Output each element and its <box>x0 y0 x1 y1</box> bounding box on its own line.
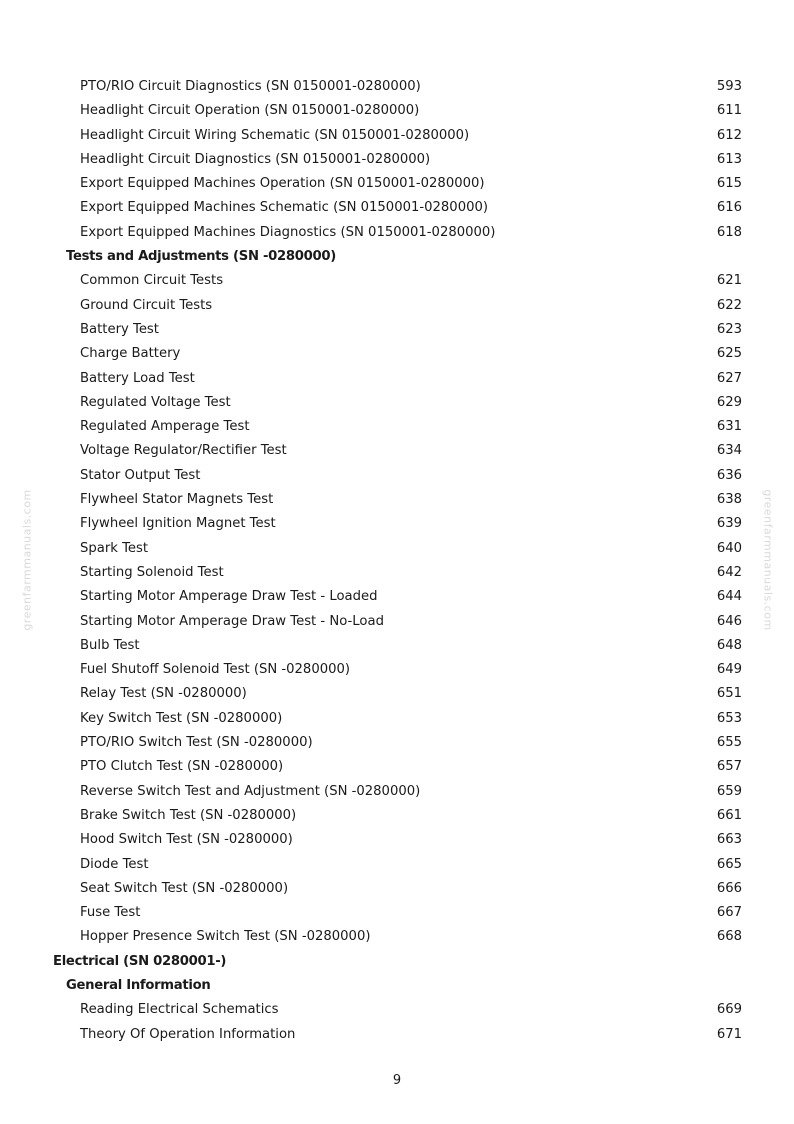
toc-entry[interactable] <box>0 658 794 682</box>
toc-entry-title: Flywheel Stator Magnets Test <box>80 492 274 508</box>
toc-entry-page: 618 <box>716 224 742 240</box>
toc-entry-title: PTO/RIO Circuit Diagnostics (SN 0150001-0280000) <box>80 79 421 94</box>
toc-entry-title: Stator Output Test <box>80 467 201 483</box>
toc-entry-page: 636 <box>716 467 742 483</box>
toc-entry-title: Flywheel Ignition Magnet Test <box>80 516 276 532</box>
toc-entry[interactable] <box>0 196 794 220</box>
toc-entry-page: 649 <box>716 662 742 678</box>
toc-entry-title: Headlight Circuit Wiring Schematic (SN 0150001-0280000) <box>80 127 470 143</box>
toc-entry[interactable] <box>0 342 794 366</box>
toc-entry[interactable] <box>0 925 794 949</box>
toc-entry-page: 613 <box>716 151 742 167</box>
table-of-contents <box>0 75 794 1047</box>
toc-entry[interactable] <box>0 367 794 391</box>
toc-entry-page: 638 <box>716 492 742 508</box>
toc-entry[interactable] <box>0 221 794 245</box>
toc-entry-page: 593 <box>716 79 742 94</box>
toc-entry-page: 623 <box>716 321 742 337</box>
toc-entry-page: 667 <box>716 905 742 921</box>
toc-entry-page: 648 <box>716 637 742 653</box>
toc-entry[interactable] <box>0 634 794 658</box>
toc-entry-title: Battery Test <box>80 321 159 337</box>
toc-section-heading <box>0 245 794 269</box>
toc-entry-title: Bulb Test <box>80 637 140 653</box>
toc-entry[interactable] <box>0 99 794 123</box>
toc-entry-page: 642 <box>716 564 742 580</box>
toc-entry-title: Regulated Voltage Test <box>80 394 231 410</box>
page-number: 9 <box>392 1073 402 1088</box>
toc-entry[interactable] <box>0 512 794 536</box>
toc-entry-title: Voltage Regulator/Rectifier Test <box>80 443 287 459</box>
toc-entry-page: 671 <box>716 1026 742 1042</box>
toc-entry-page: 653 <box>716 710 742 726</box>
toc-entry[interactable] <box>0 780 794 804</box>
toc-entry-page: 631 <box>716 419 742 435</box>
toc-entry-title: PTO/RIO Switch Test (SN -0280000) <box>80 735 313 751</box>
toc-entry[interactable] <box>0 755 794 779</box>
toc-entry[interactable] <box>0 804 794 828</box>
toc-entry[interactable] <box>0 707 794 731</box>
toc-section-heading <box>0 950 794 974</box>
toc-entry-title: Spark Test <box>80 540 149 556</box>
toc-entry-title: Diode Test <box>80 856 149 872</box>
toc-entry-page: 634 <box>716 443 742 459</box>
toc-entry-page: 615 <box>716 176 742 192</box>
toc-entry[interactable] <box>0 561 794 585</box>
toc-entry[interactable] <box>0 318 794 342</box>
toc-entry-title: Starting Motor Amperage Draw Test - Loaded <box>80 589 378 605</box>
toc-entry[interactable] <box>0 610 794 634</box>
toc-entry[interactable] <box>0 877 794 901</box>
toc-entry[interactable] <box>0 124 794 148</box>
watermark-right: greenfarmmanuals.com <box>761 489 775 631</box>
toc-entry-page: 659 <box>716 783 742 799</box>
toc-entry-title: Brake Switch Test (SN -0280000) <box>80 807 297 823</box>
toc-entry-title: General Information <box>66 977 211 993</box>
toc-entry[interactable] <box>0 439 794 463</box>
toc-entry-title: PTO Clutch Test (SN -0280000) <box>80 759 284 775</box>
toc-entry[interactable] <box>0 901 794 925</box>
toc-entry-page: 669 <box>716 1002 742 1018</box>
toc-entry-page: 612 <box>716 127 742 143</box>
toc-entry[interactable] <box>0 682 794 706</box>
toc-entry-page: 668 <box>716 929 742 945</box>
toc-entry-page: 661 <box>716 807 742 823</box>
toc-entry-title: Ground Circuit Tests <box>80 297 213 313</box>
toc-entry-title: Electrical (SN 0280001-) <box>53 953 227 969</box>
toc-entry-page: 655 <box>716 735 742 751</box>
toc-entry-title: Fuse Test <box>80 905 141 921</box>
toc-entry-title: Battery Load Test <box>80 370 195 386</box>
toc-entry-title: Fuel Shutoff Solenoid Test (SN -0280000) <box>80 662 351 678</box>
toc-entry-page: 665 <box>716 856 742 872</box>
toc-entry-title: Hood Switch Test (SN -0280000) <box>80 832 293 848</box>
toc-entry-title: Tests and Adjustments (SN -0280000) <box>66 249 337 265</box>
toc-entry-title: Common Circuit Tests <box>80 273 224 289</box>
toc-entry-title: Export Equipped Machines Operation (SN 0150001-0280000) <box>80 176 485 192</box>
toc-entry-page: 651 <box>716 686 742 702</box>
toc-entry-page: 663 <box>716 832 742 848</box>
toc-entry-title: Hopper Presence Switch Test (SN -0280000) <box>80 929 371 945</box>
toc-entry-page: 611 <box>716 103 742 119</box>
toc-entry[interactable] <box>0 585 794 609</box>
toc-entry[interactable] <box>0 464 794 488</box>
toc-entry-page: 629 <box>716 394 742 410</box>
toc-entry[interactable] <box>0 415 794 439</box>
toc-entry-title: Charge Battery <box>80 346 181 362</box>
toc-entry-page: 639 <box>716 516 742 532</box>
toc-entry-title: Seat Switch Test (SN -0280000) <box>80 880 289 896</box>
toc-entry-title: Theory Of Operation Information <box>80 1026 296 1042</box>
toc-entry-title: Starting Solenoid Test <box>80 564 224 580</box>
toc-entry-title: Headlight Circuit Diagnostics (SN 0150001-0280000) <box>80 151 431 167</box>
toc-entry-page: 666 <box>716 880 742 896</box>
toc-entry[interactable] <box>0 75 794 99</box>
toc-entry-title: Reverse Switch Test and Adjustment (SN -0280000) <box>80 783 421 799</box>
toc-entry[interactable] <box>0 731 794 755</box>
toc-entry-page: 657 <box>716 759 742 775</box>
toc-entry[interactable] <box>0 828 794 852</box>
toc-entry-page: 644 <box>716 589 742 605</box>
toc-entry[interactable] <box>0 488 794 512</box>
toc-entry[interactable] <box>0 998 794 1022</box>
toc-entry-title: Key Switch Test (SN -0280000) <box>80 710 283 726</box>
toc-entry[interactable] <box>0 853 794 877</box>
toc-entry-title: Relay Test (SN -0280000) <box>80 686 247 702</box>
toc-entry-title: Regulated Amperage Test <box>80 419 250 435</box>
toc-entry[interactable] <box>0 537 794 561</box>
toc-entry[interactable] <box>0 391 794 415</box>
toc-entry-page: 625 <box>716 346 742 362</box>
watermark-left: greenfarmmanuals.com <box>20 489 34 631</box>
toc-entry[interactable] <box>0 172 794 196</box>
toc-section-heading <box>0 974 794 998</box>
toc-entry[interactable] <box>0 148 794 172</box>
toc-entry-title: Starting Motor Amperage Draw Test - No-Load <box>80 613 384 629</box>
toc-entry-page: 627 <box>716 370 742 386</box>
toc-entry-page: 621 <box>716 273 742 289</box>
toc-entry-title: Export Equipped Machines Schematic (SN 0150001-0280000) <box>80 200 489 216</box>
toc-entry[interactable] <box>0 1023 794 1047</box>
toc-entry-page: 646 <box>716 613 742 629</box>
toc-entry[interactable] <box>0 294 794 318</box>
toc-entry-title: Reading Electrical Schematics <box>80 1002 279 1018</box>
toc-entry[interactable] <box>0 269 794 293</box>
toc-entry-page: 616 <box>716 200 742 216</box>
toc-entry-page: 622 <box>716 297 742 313</box>
toc-entry-page: 640 <box>716 540 742 556</box>
toc-entry-title: Headlight Circuit Operation (SN 0150001-0280000) <box>80 103 420 119</box>
toc-entry-title: Export Equipped Machines Diagnostics (SN 0150001-0280000) <box>80 224 496 240</box>
